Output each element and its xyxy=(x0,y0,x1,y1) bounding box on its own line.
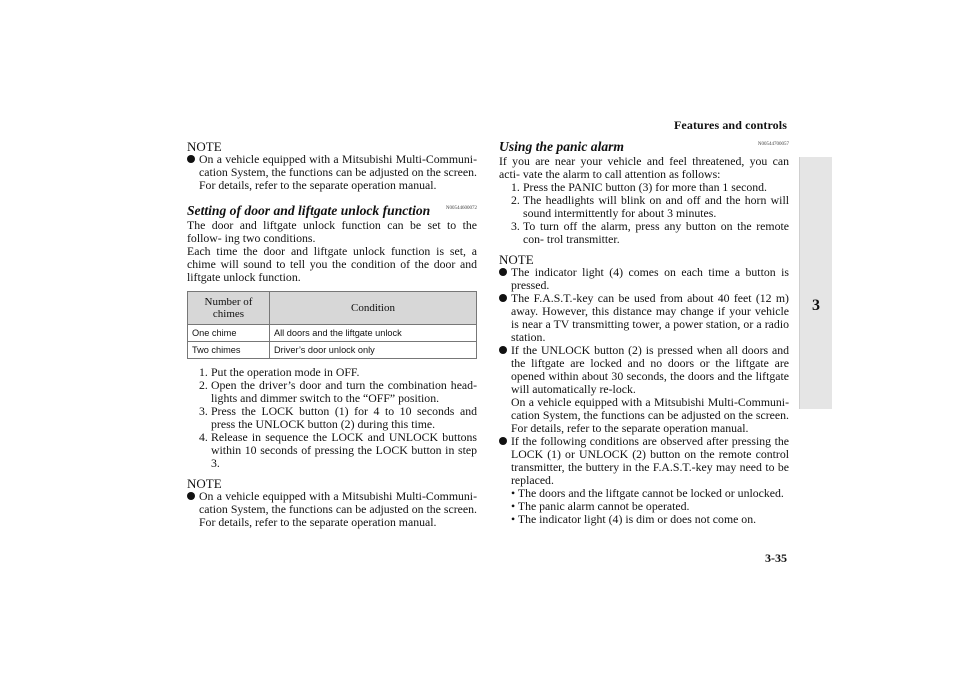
paragraph: If you are near your vehicle and feel threatened, you can acti- vate the alarm to call attention as follows: xyxy=(499,154,789,181)
paragraph: Each time the door and liftgate unlock function is set, a chime will sound to tell you the condition of the door and liftgate unlock function. xyxy=(187,244,477,284)
note-item: If the UNLOCK button (2) is pressed when all doors and the liftgate are locked and no doors or the liftgate are opened within about 30 seconds, the doors and the liftgate will automatically re-lock. xyxy=(499,344,789,396)
table-cell: All doors and the liftgate unlock xyxy=(270,325,477,342)
note-subitem: • The indicator light (4) is dim or does not come on. xyxy=(511,512,757,526)
right-column xyxy=(499,140,789,526)
table-cell: Two chimes xyxy=(188,342,270,359)
table-cell: One chime xyxy=(188,325,270,342)
note-label: NOTE xyxy=(499,252,534,267)
step-text: To turn off the alarm, press any button on the remote con- trol transmitter. xyxy=(523,219,789,246)
step-number: 4. xyxy=(199,430,208,444)
section-title-text: Using the panic alarm xyxy=(499,139,625,154)
chapter-number: 3 xyxy=(812,297,820,314)
section-code: N00544700057 xyxy=(757,142,789,147)
note-item: The F.A.S.T.-key can be used from about 40 feet (12 m) away. However, this distance may change if your vehicle is near a TV transmitting tower, a power station, or a radio station. xyxy=(499,292,789,344)
step-number: 3. xyxy=(199,404,208,418)
step-text: Press the PANIC button (3) for more than 1 second. xyxy=(523,180,767,194)
chime-table xyxy=(187,291,477,359)
section-title xyxy=(187,204,477,217)
section-title-text: Setting of door and liftgate unlock function xyxy=(187,203,431,218)
table-row xyxy=(188,325,477,342)
step-number: 2. xyxy=(199,378,208,392)
step-number: 2. xyxy=(511,193,520,207)
note-label: NOTE xyxy=(187,476,222,491)
note-subitem: • The panic alarm cannot be operated. xyxy=(511,499,690,513)
left-column xyxy=(187,140,477,529)
note-item: On a vehicle equipped with a Mitsubishi Multi-Communi- cation System, the functions can be adjusted on the screen. For details, refer to the separate operation manual. xyxy=(187,490,477,529)
page-number: 3-35 xyxy=(765,551,787,565)
section-code: N00544600072 xyxy=(445,206,477,211)
section-title xyxy=(499,140,789,153)
note-subitem: • The doors and the liftgate cannot be locked or unlocked. xyxy=(511,486,784,500)
step-number: 3. xyxy=(511,219,520,233)
note-item: The indicator light (4) comes on each time a button is pressed. xyxy=(499,266,789,292)
table-row xyxy=(188,342,477,359)
paragraph: The door and liftgate unlock function can be set to the follow- ing two conditions. xyxy=(187,218,477,245)
steps-list xyxy=(187,366,477,470)
note-label: NOTE xyxy=(187,139,222,154)
step-text: Release in sequence the LOCK and UNLOCK buttons within 10 seconds of pressing the LOCK button in step 3. xyxy=(211,430,477,470)
note-item: On a vehicle equipped with a Mitsubishi Multi-Communi- cation System, the functions can be adjusted on the screen. For details, refer to the separate operation manual. xyxy=(187,153,477,192)
list-item xyxy=(187,431,477,470)
step-number: 1. xyxy=(199,365,208,379)
list-item xyxy=(499,220,789,246)
note-item: If the following conditions are observed after pressing the LOCK (1) or UNLOCK (2) button on the remote control transmitter, the buttery in the F.A.S.T.-key may need to be replaced. xyxy=(499,435,789,487)
table-header-chimes: Number of chimes xyxy=(188,292,270,325)
table-header-row xyxy=(188,292,477,325)
table-header-condition: Condition xyxy=(270,292,477,325)
chapter-tab xyxy=(799,157,832,409)
steps-list xyxy=(499,181,789,246)
note-subparagraph: On a vehicle equipped with a Mitsubishi Multi-Communi- cation System, the functions can be adjusted on the screen. For details, refer to the separate operation manual. xyxy=(511,395,789,435)
step-text: The headlights will blink on and off and the horn will sound intermittently for about 3 minutes. xyxy=(523,193,789,220)
step-text: Put the operation mode in OFF. xyxy=(211,365,360,379)
table-cell: Driver’s door unlock only xyxy=(270,342,477,359)
step-number: 1. xyxy=(511,180,520,194)
list-item xyxy=(499,194,789,220)
step-text: Press the LOCK button (1) for 4 to 10 seconds and press the UNLOCK button (2) during this time. xyxy=(211,404,477,431)
list-item xyxy=(187,379,477,405)
section-header: Features and controls xyxy=(674,118,787,132)
list-item xyxy=(187,405,477,431)
step-text: Open the driver’s door and turn the combination head- lights and dimmer switch to the “OFF” position. xyxy=(211,378,477,405)
